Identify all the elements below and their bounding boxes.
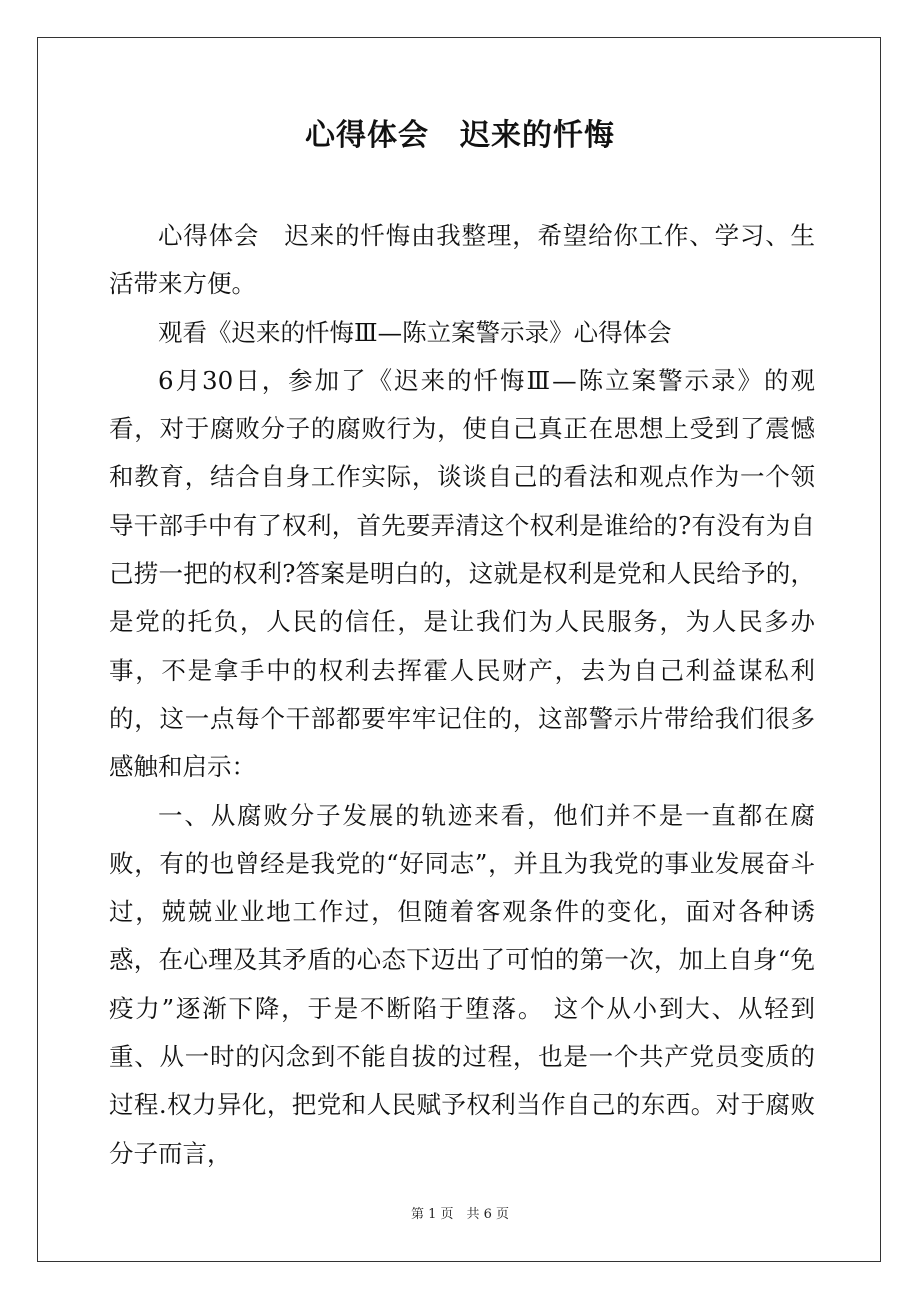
document-body: [109, 212, 815, 1178]
intro-paragraph: 心得体会 迟来的忏悔由我整理，希望给你工作、学习、生活带来方便。: [109, 221, 815, 299]
page-number-footer: 第 1 页 共 6 页: [410, 1207, 510, 1222]
body-paragraph: 一、从腐败分子发展的轨迹来看，他们并不是一直都在腐败，有的也曾经是我党的“好同志”，并且为我党的事业发展奋斗过，兢兢业业地工作过，但随着客观条件的变化，面对各种诱惑，在心理及其矛盾的心态下迈出了可怕的第一次，加上自身“免疫力”逐渐下降，于是不断陷于堕落。 这个从小到大、从轻到重、从一时的闪念到不能自拔的过程，也是一个共产党员变质的过程.权力异化，把党和人民赋予权利当作自己的东西。对于腐败分子而言，: [109, 800, 815, 1168]
document-title: 心得体会 迟来的忏悔: [305, 118, 615, 153]
body-paragraph: 6月30日，参加了《迟来的忏悔Ⅲ—陈立案警示录》的观看，对于腐败分子的腐败行为，使自己真正在思想上受到了震憾和教育，结合自身工作实际，谈谈自己的看法和观点作为一个领导干部手中有了权利，首先要弄清这个权利是谁给的?有没有为自己捞一把的权利?答案是明白的，这就是权利是党和人民给予的，是党的托负，人民的信任，是让我们为人民服务，为人民多办事，不是拿手中的权利去挥霍人民财产，去为自己利益谋私利的，这一点每个干部都要牢牢记住的，这部警示片带给我们很多感触和启示：: [109, 365, 815, 782]
subtitle-paragraph: 观看《迟来的忏悔Ⅲ—陈立案警示录》心得体会: [158, 317, 672, 347]
